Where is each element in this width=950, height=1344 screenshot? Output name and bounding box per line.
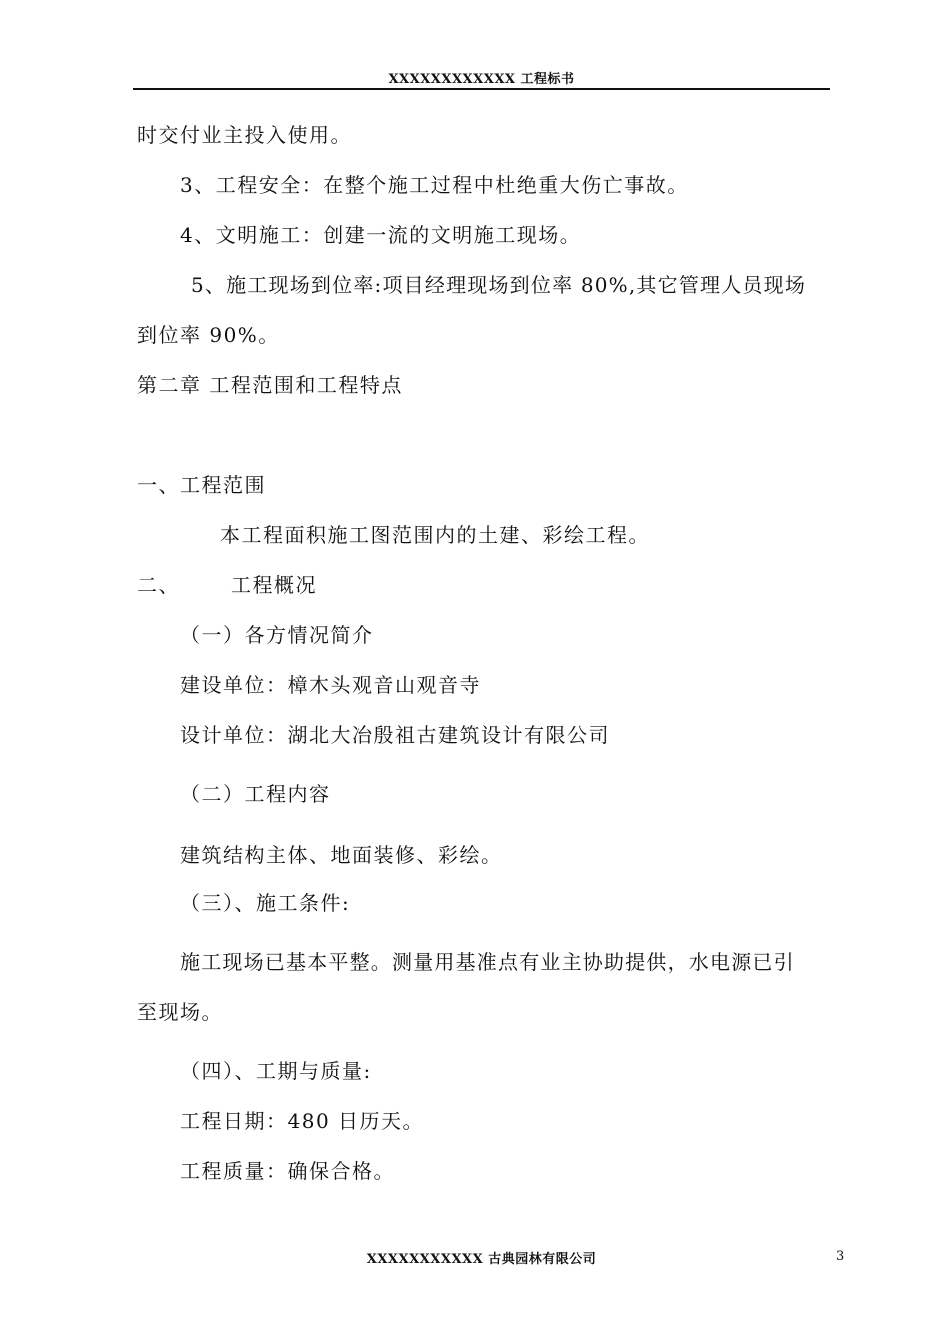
subsection-heading: （四）、工期与质量:: [180, 1059, 372, 1083]
paragraph-line: 建筑结构主体、地面装修、彩绘。: [180, 843, 503, 867]
paragraph-line: 工程质量：确保合格。: [180, 1159, 395, 1183]
section-heading: 一、工程范围: [137, 473, 266, 497]
page-number: 3: [836, 1249, 845, 1264]
paragraph-line: 至现场。: [137, 1000, 223, 1024]
paragraph-line: 时交付业主投入使用。: [137, 123, 352, 147]
paragraph-line: 设计单位：湖北大冶殷祖古建筑设计有限公司: [180, 723, 610, 747]
paragraph-line: 施工现场已基本平整。测量用基准点有业主协助提供，水电源已引: [180, 950, 795, 974]
subsection-heading: （三）、施工条件:: [180, 891, 351, 915]
section-heading: 工程概况: [231, 573, 317, 597]
page-footer: XXXXXXXXXXX 古典园林有限公司: [366, 1252, 597, 1267]
subsection-heading: （二）工程内容: [180, 782, 331, 806]
section-number: 二、: [137, 573, 180, 597]
chapter-heading: 第二章 工程范围和工程特点: [137, 373, 403, 397]
paragraph-line: 本工程面积施工图范围内的土建、彩绘工程。: [220, 523, 650, 547]
paragraph-line: 工程日期：480 日历天。: [180, 1109, 425, 1133]
paragraph-line: 到位率 90%。: [137, 323, 280, 347]
header-divider: [133, 88, 830, 90]
paragraph-line: 5、施工现场到位率:项目经理现场到位率 80%,其它管理人员现场: [191, 273, 807, 297]
subsection-heading: （一）各方情况简介: [180, 623, 374, 647]
paragraph-line: 建设单位：樟木头观音山观音寺: [180, 673, 481, 697]
paragraph-line: 4、文明施工：创建一流的文明施工现场。: [180, 223, 582, 247]
page-header: XXXXXXXXXXXX 工程标书: [388, 72, 575, 87]
paragraph-line: 3、工程安全：在整个施工过程中杜绝重大伤亡事故。: [180, 173, 689, 197]
